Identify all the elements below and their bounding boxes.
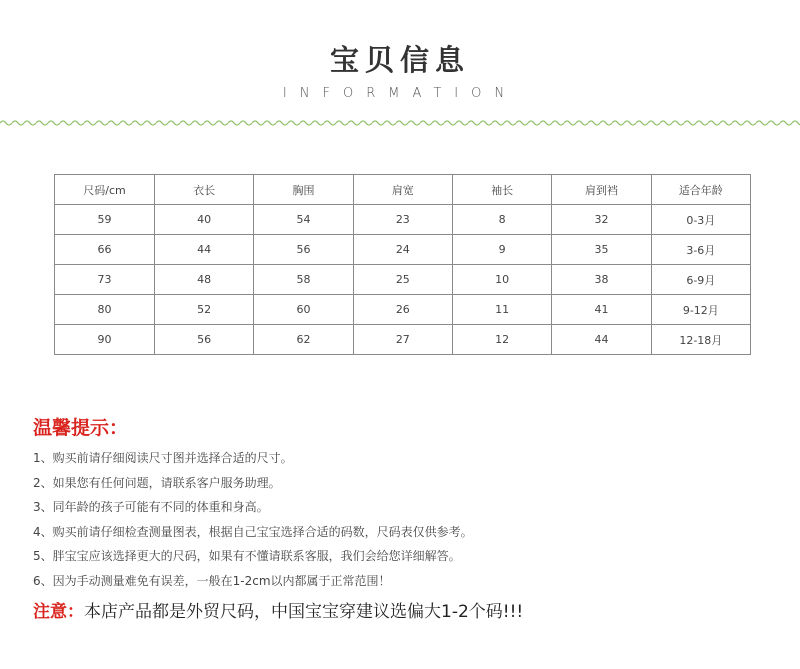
table-cell: 56: [254, 235, 353, 265]
table-cell: 73: [55, 265, 155, 295]
header-cell: 肩到裆: [552, 175, 651, 205]
table-cell: 40: [155, 205, 254, 235]
header-cell: 适合年龄: [651, 175, 750, 205]
table-cell: 26: [353, 295, 452, 325]
header-cell: 衣长: [155, 175, 254, 205]
table-cell: 66: [55, 235, 155, 265]
table-cell: 48: [155, 265, 254, 295]
table-row: [55, 295, 751, 325]
table-cell: 9-12月: [651, 295, 750, 325]
tip-item: 5、胖宝宝应该选择更大的尺码，如果有不懂请联系客服，我们会给您详细解答。: [33, 549, 461, 563]
notice-label: 注意：: [33, 602, 84, 622]
table-cell: 27: [353, 325, 452, 355]
table-cell: 38: [552, 265, 651, 295]
table-cell: 10: [452, 265, 551, 295]
tip-item: 4、购买前请仔细检查测量图表，根据自己宝宝选择合适的码数，尺码表仅供参考。: [33, 524, 473, 539]
table-cell: 52: [155, 295, 254, 325]
notice: [33, 597, 523, 622]
table-cell: 62: [254, 325, 353, 355]
table-cell: 90: [55, 325, 155, 355]
table-cell: 12-18月: [651, 325, 750, 355]
table-cell: 58: [254, 265, 353, 295]
tips-heading: 温馨提示：: [33, 417, 129, 439]
table-cell: 54: [254, 205, 353, 235]
table-cell: 8: [452, 205, 551, 235]
table-cell: 23: [353, 205, 452, 235]
table-cell: 32: [552, 205, 651, 235]
table-cell: 24: [353, 235, 452, 265]
table-row: [55, 235, 751, 265]
table-cell: 44: [155, 235, 254, 265]
table-cell: 60: [254, 295, 353, 325]
table-cell: 56: [155, 325, 254, 355]
table-cell: 9: [452, 235, 551, 265]
header-cell: 尺码/cm: [55, 175, 155, 205]
tip-item: 3、同年龄的孩子可能有不同的体重和身高。: [33, 500, 269, 514]
table-cell: 25: [353, 265, 452, 295]
table-cell: 11: [452, 295, 551, 325]
table-cell: 6-9月: [651, 265, 750, 295]
notice-text: 本店产品都是外贸尺码，中国宝宝穿建议选偏大1-2个码!!!: [84, 602, 524, 622]
tip-item: 1、购买前请仔细阅读尺寸图并选择合适的尺寸。: [33, 451, 293, 465]
header-cell: 袖长: [452, 175, 551, 205]
header-cell: 肩宽: [353, 175, 452, 205]
tips-list: [33, 446, 473, 593]
table-cell: 44: [552, 325, 651, 355]
table-cell: 59: [55, 205, 155, 235]
table-cell: 0-3月: [651, 205, 750, 235]
table-header-row: [55, 175, 751, 205]
table-cell: 35: [552, 235, 651, 265]
tip-item: 6、因为手动测量难免有误差，一般在1-2cm以内都属于正常范围！: [33, 573, 391, 588]
page-subtitle: INFORMATION: [282, 86, 518, 101]
header-cell: 胸围: [254, 175, 353, 205]
decorative-divider: [0, 118, 800, 128]
table-cell: 41: [552, 295, 651, 325]
table-row: [55, 325, 751, 355]
table-cell: 80: [55, 295, 155, 325]
page-title: 宝贝信息: [329, 43, 470, 77]
table-row: [55, 205, 751, 235]
table-cell: 3-6月: [651, 235, 750, 265]
table-row: [55, 265, 751, 295]
tip-item: 2、如果您有任何问题，请联系客户服务助理。: [33, 475, 281, 490]
table-cell: 12: [452, 325, 551, 355]
size-chart-table: [54, 174, 751, 355]
